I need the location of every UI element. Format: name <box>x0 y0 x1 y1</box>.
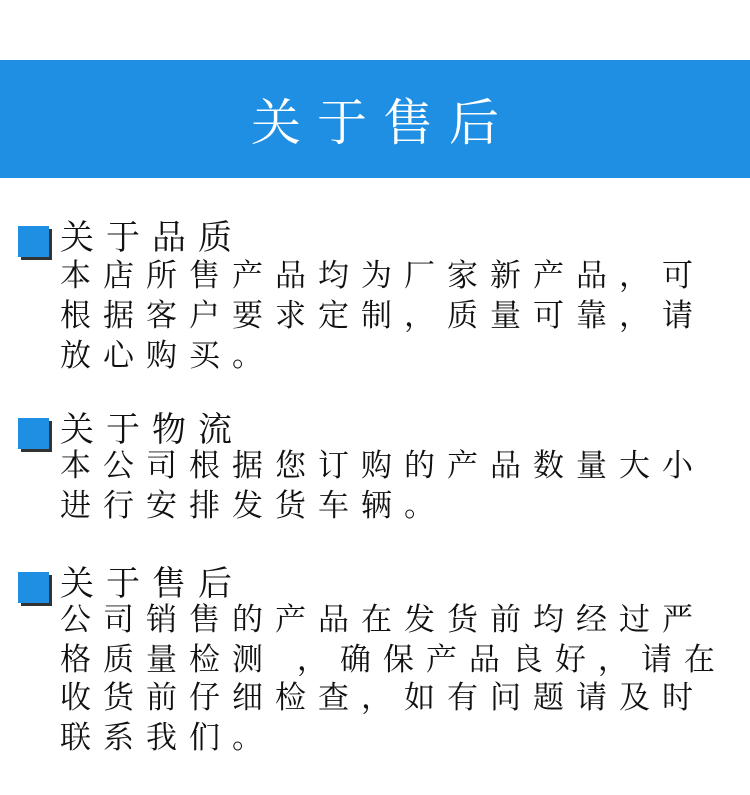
section-marker-icon <box>18 572 49 603</box>
section-text-line: 公司销售的产品在发货前均经过严 <box>60 602 705 638</box>
section-heading: 关于品质 <box>60 218 244 258</box>
section-text-line: 本店所售产品均为厂家新产品，可 <box>60 258 705 294</box>
section-text-line: 放心购买。 <box>60 338 275 374</box>
section-heading: 关于物流 <box>60 410 244 450</box>
section-marker-icon <box>18 226 49 257</box>
section-text-line: 根据客户要求定制，质量可靠，请 <box>60 298 705 334</box>
section-text-line: 本公司根据您订购的产品数量大小 <box>60 448 705 484</box>
header-banner <box>0 60 750 178</box>
section-text-line: 进行安排发货车辆。 <box>60 488 447 524</box>
section-marker-icon <box>18 418 49 449</box>
banner-title: 关于售后 <box>251 94 515 152</box>
section-text-line: 格质量检测 ，确保产品良好，请在 <box>60 642 727 678</box>
section-text-line: 联系我们。 <box>60 720 275 756</box>
section-heading: 关于售后 <box>60 564 244 604</box>
section-text-line: 收货前仔细检查，如有问题请及时 <box>60 680 705 716</box>
